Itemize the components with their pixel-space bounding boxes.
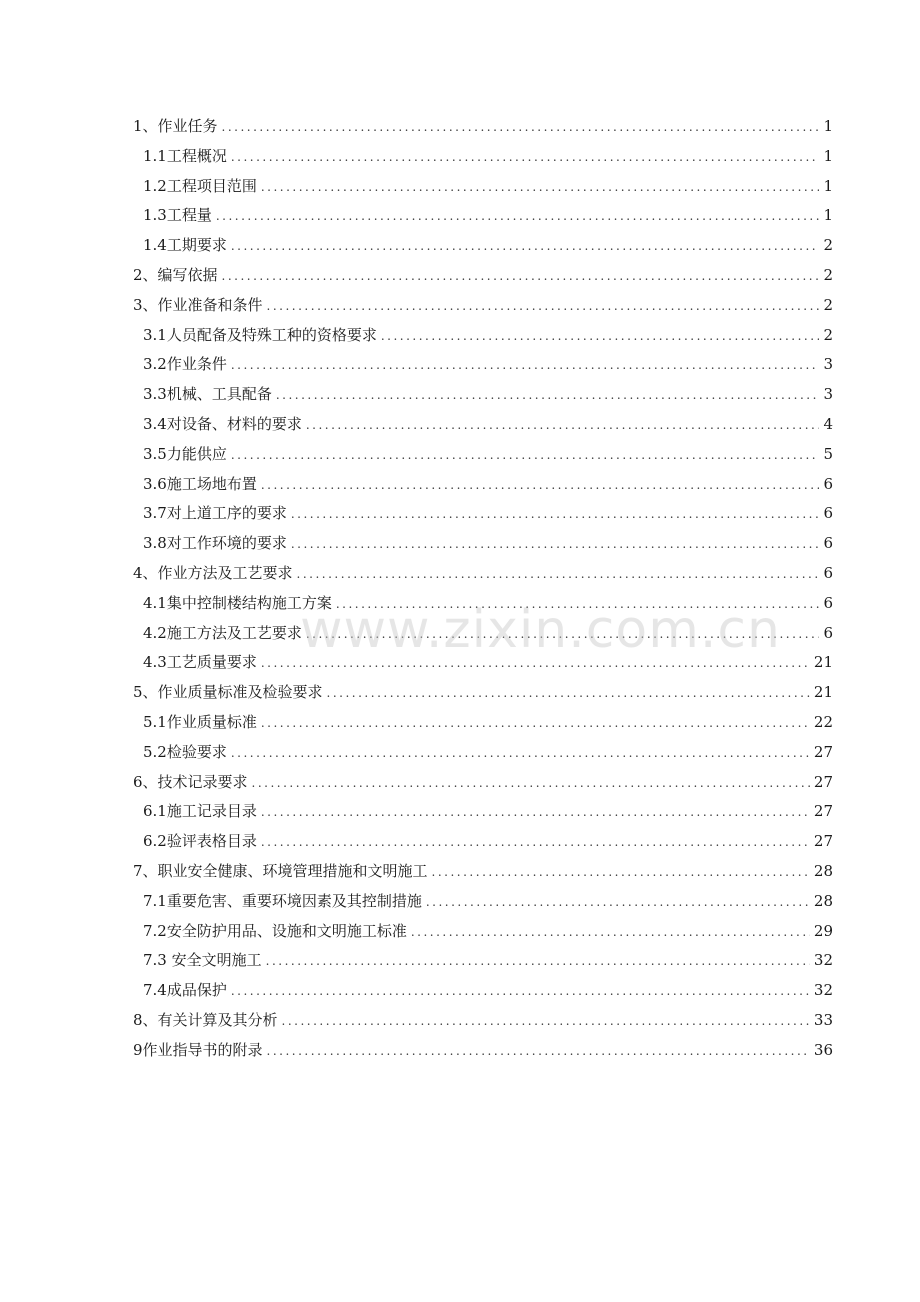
toc-dot-leader	[231, 739, 810, 769]
toc-entry[interactable]	[133, 976, 833, 1006]
toc-entry-page-number: 22	[813, 712, 833, 731]
toc-entry-page-number: 4	[823, 414, 833, 433]
toc-dot-leader	[261, 798, 810, 828]
toc-dot-leader	[336, 590, 820, 620]
toc-entry[interactable]	[133, 797, 833, 827]
toc-dot-leader	[381, 322, 820, 352]
toc-dot-leader	[282, 1007, 810, 1037]
toc-entry[interactable]	[133, 768, 833, 798]
toc-dot-leader	[276, 381, 820, 411]
toc-dot-leader	[432, 858, 810, 888]
toc-dot-leader	[231, 351, 820, 381]
toc-entry-page-number: 29	[813, 921, 833, 940]
toc-entry-title: 1.1工程概况	[143, 146, 227, 165]
toc-entry[interactable]	[133, 380, 833, 410]
toc-entry-title: 7.1重要危害、重要环境因素及其控制措施	[143, 891, 422, 910]
toc-dot-leader	[306, 620, 820, 650]
toc-entry-title: 6.2验评表格目录	[143, 832, 257, 851]
toc-entry[interactable]	[133, 559, 833, 589]
toc-entry-title: 4.2施工方法及工艺要求	[143, 623, 302, 642]
toc-entry-title: 3、作业准备和条件	[133, 295, 263, 314]
toc-entry-title: 9作业指导书的附录	[133, 1040, 263, 1059]
watermark: www.zixin.com.cn	[300, 600, 781, 660]
toc-entry[interactable]	[133, 708, 833, 738]
toc-dot-leader	[267, 292, 820, 322]
toc-entry-page-number: 5	[823, 444, 833, 463]
toc-entry[interactable]	[133, 738, 833, 768]
toc-entry-page-number: 6	[823, 623, 833, 642]
toc-entry-title: 1.3工程量	[143, 206, 212, 225]
toc-entry-page-number: 28	[813, 891, 833, 910]
toc-entry-page-number: 27	[813, 742, 833, 761]
toc-entry-page-number: 6	[823, 534, 833, 553]
toc-entry[interactable]	[133, 321, 833, 351]
toc-dot-leader	[222, 262, 820, 292]
toc-entry[interactable]	[133, 1036, 833, 1066]
toc-entry-title: 7、职业安全健康、环境管理措施和文明施工	[133, 861, 428, 880]
toc-entry-page-number: 3	[823, 355, 833, 374]
toc-entry[interactable]	[133, 678, 833, 708]
toc-dot-leader	[291, 500, 820, 530]
toc-entry[interactable]	[133, 231, 833, 261]
toc-entry-page-number: 21	[813, 653, 833, 672]
toc-entry[interactable]	[133, 112, 833, 142]
toc-entry-page-number: 2	[823, 236, 833, 255]
toc-entry-title: 3.5力能供应	[143, 444, 227, 463]
toc-entry-page-number: 1	[823, 117, 833, 135]
toc-entry-title: 3.1人员配备及特殊工种的资格要求	[143, 325, 377, 344]
toc-entry-title: 7.3 安全文明施工	[143, 951, 262, 970]
toc-entry-title: 4.1集中控制楼结构施工方案	[143, 593, 332, 612]
toc-entry-page-number: 21	[813, 683, 833, 702]
toc-entry-title: 2、编写依据	[133, 265, 218, 284]
toc-entry-page-number: 36	[813, 1040, 833, 1059]
toc-entry-title: 3.3机械、工具配备	[143, 385, 272, 404]
toc-entry-page-number: 1	[823, 146, 833, 165]
toc-entry[interactable]	[133, 529, 833, 559]
toc-entry[interactable]	[133, 350, 833, 380]
toc-entry-title: 6.1施工记录目录	[143, 802, 257, 821]
toc-entry[interactable]	[133, 201, 833, 231]
toc-dot-leader	[252, 769, 810, 799]
table-of-contents	[133, 112, 833, 1066]
toc-entry-title: 5.2检验要求	[143, 742, 227, 761]
toc-entry[interactable]	[133, 648, 833, 678]
toc-entry[interactable]	[133, 291, 833, 321]
toc-entry-title: 4、作业方法及工艺要求	[133, 563, 293, 582]
toc-entry[interactable]	[133, 589, 833, 619]
toc-dot-leader	[231, 977, 810, 1007]
toc-entry[interactable]	[133, 470, 833, 500]
toc-dot-leader	[231, 143, 820, 173]
toc-entry-page-number: 32	[813, 951, 833, 970]
toc-dot-leader	[327, 679, 810, 709]
toc-entry[interactable]	[133, 1006, 833, 1036]
toc-entry[interactable]	[133, 172, 833, 202]
toc-entry-page-number: 3	[823, 385, 833, 404]
toc-dot-leader	[297, 560, 820, 590]
toc-entry-page-number: 32	[813, 981, 833, 1000]
toc-entry[interactable]	[133, 827, 833, 857]
toc-entry[interactable]	[133, 619, 833, 649]
toc-dot-leader	[291, 530, 820, 560]
toc-entry-title: 5、作业质量标准及检验要求	[133, 683, 323, 702]
toc-entry-title: 4.3工艺质量要求	[143, 653, 257, 672]
toc-dot-leader	[261, 709, 810, 739]
toc-entry-title: 3.7对上道工序的要求	[143, 504, 287, 523]
toc-dot-leader	[222, 113, 820, 143]
toc-entry-title: 7.4成品保护	[143, 981, 227, 1000]
toc-entry-title: 1.4工期要求	[143, 236, 227, 255]
toc-entry[interactable]	[133, 946, 833, 976]
toc-entry-page-number: 1	[823, 206, 833, 225]
toc-dot-leader	[261, 173, 820, 203]
toc-entry-page-number: 6	[823, 593, 833, 612]
toc-dot-leader	[231, 232, 820, 262]
toc-entry[interactable]	[133, 857, 833, 887]
toc-entry-page-number: 27	[813, 832, 833, 851]
toc-entry-title: 7.2安全防护用品、设施和文明施工标准	[143, 921, 407, 940]
toc-entry-title: 3.6施工场地布置	[143, 474, 257, 493]
toc-entry-title: 3.8对工作环境的要求	[143, 534, 287, 553]
toc-entry[interactable]	[133, 410, 833, 440]
toc-entry-title: 3.2作业条件	[143, 355, 227, 374]
toc-entry[interactable]	[133, 887, 833, 917]
toc-dot-leader	[411, 918, 810, 948]
toc-entry-page-number: 2	[823, 295, 833, 314]
toc-entry-title: 1.2工程项目范围	[143, 176, 257, 195]
toc-entry-page-number: 1	[823, 176, 833, 195]
toc-entry-title: 8、有关计算及其分析	[133, 1010, 278, 1029]
toc-entry[interactable]	[133, 261, 833, 291]
toc-dot-leader	[231, 441, 820, 471]
toc-entry[interactable]	[133, 499, 833, 529]
toc-entry-page-number: 28	[813, 861, 833, 880]
toc-entry[interactable]	[133, 440, 833, 470]
toc-entry-page-number: 27	[813, 802, 833, 821]
toc-entry-title: 1、作业任务	[133, 117, 218, 135]
toc-dot-leader	[261, 649, 810, 679]
toc-entry-page-number: 6	[823, 563, 833, 582]
toc-entry[interactable]	[133, 142, 833, 172]
toc-dot-leader	[261, 828, 810, 858]
toc-entry-page-number: 6	[823, 474, 833, 493]
toc-entry-page-number: 2	[823, 265, 833, 284]
toc-dot-leader	[426, 888, 810, 918]
toc-entry-title: 5.1作业质量标准	[143, 712, 257, 731]
toc-entry-title: 6、技术记录要求	[133, 772, 248, 791]
toc-entry-page-number: 2	[823, 325, 833, 344]
toc-entry[interactable]	[133, 917, 833, 947]
toc-entry-page-number: 33	[813, 1010, 833, 1029]
toc-dot-leader	[266, 947, 810, 977]
toc-entry-title: 3.4对设备、材料的要求	[143, 414, 302, 433]
toc-dot-leader	[306, 411, 820, 441]
toc-dot-leader	[261, 471, 820, 501]
toc-dot-leader	[216, 202, 820, 232]
toc-dot-leader	[267, 1037, 810, 1067]
toc-entry-page-number: 27	[813, 772, 833, 791]
toc-entry-page-number: 6	[823, 504, 833, 523]
